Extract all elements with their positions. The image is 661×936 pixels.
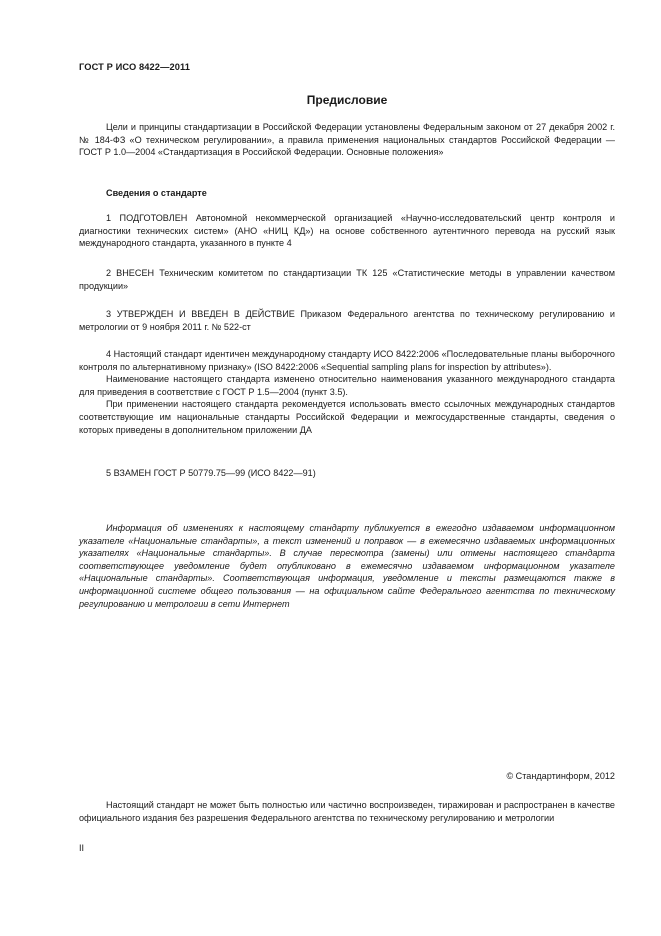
standard-info-section: [79, 187, 615, 200]
standard-info-heading: Сведения о стандарте: [106, 188, 207, 198]
item-note: При применении настоящего стандарта рекомендуется использовать вместо ссылочных международных стандартов соответствующие им национальные стандарты Российской Федерации и межгосударственные стандарты, сведения о которых приведены в дополнительном приложении ДА: [79, 399, 615, 435]
document-header-code: ГОСТ Р ИСО 8422—2011: [79, 62, 191, 72]
page-title: Предисловие: [306, 93, 388, 107]
intro-section: [79, 121, 615, 159]
copyright-line: © Стандартинформ, 2012: [506, 771, 615, 781]
reproduction-notice-section: [79, 799, 615, 824]
item-note: Наименование настоящего стандарта изменено относительно наименования указанного международного стандарта для приведения в соответствие с ГОСТ Р 1.5—2004 (пункт 3.5).: [79, 374, 615, 397]
page-number: II: [79, 843, 85, 853]
item-paragraph: 2 ВНЕСЕН Техническим комитетом по стандартизации ТК 125 «Статистические методы в управлении качеством продукции»: [79, 268, 615, 291]
item-4-section: [79, 348, 615, 436]
item-paragraph: 5 ВЗАМЕН ГОСТ Р 50779.75—99 (ИСО 8422—91): [106, 468, 316, 478]
item-paragraph: 4 Настоящий стандарт идентичен международному стандарту ИСО 8422:2006 «Последовательные планы выборочного контроля по альтернативному признаку» (ISO 8422:2006 «Sequential sampling plans for inspection by attributes»).: [79, 349, 615, 372]
item-2-section: [79, 267, 615, 292]
item-1-section: [79, 212, 615, 250]
intro-paragraph: Цели и принципы стандартизации в Российской Федерации установлены Федеральным законом от 27 декабря 2002 г. № 184-ФЗ «О техническом регулировании», а правила применения национальных стандартов Российской Федерации — ГОСТ Р 1.0—2004 «Стандартизация в Российской Федерации. Основные положения»: [79, 122, 615, 158]
item-3-section: [79, 308, 615, 333]
reproduction-notice-paragraph: Настоящий стандарт не может быть полностью или частично воспроизведен, тиражирован и распространен в качестве официального издания без разрешения Федерального агентства по техническому регулированию и метрологии: [79, 800, 615, 823]
info-notice-paragraph: Информация об изменениях к настоящему стандарту публикуется в ежегодно издаваемом информационном указателе «Национальные стандарты», а текст изменений и поправок — в ежемесячно издаваемых информационных указателях «Национальные стандарты». В случае пересмотра (замены) или отмены настоящего стандарта соответствующее уведомление будет опубликовано в ежемесячно издаваемом информационном указателе «Национальные стандарты». Соответствующая информация, уведомление и тексты размещаются также в информационной системе общего пользования — на официальном сайте Федерального агентства по техническому регулированию и метрологии в сети Интернет: [79, 523, 615, 609]
item-paragraph: 1 ПОДГОТОВЛЕН Автономной некоммерческой организацией «Научно-исследовательский центр контроля и диагностики технических систем» (АНО «НИЦ КД») на основе собственного аутентичного перевода на русский язык международного стандарта, указанного в пункте 4: [79, 213, 615, 249]
item-5-section: [79, 467, 615, 480]
item-paragraph: 3 УТВЕРЖДЕН И ВВЕДЕН В ДЕЙСТВИЕ Приказом Федерального агентства по техническому регулированию и метрологии от 9 ноября 2011 г. № 522-ст: [79, 309, 615, 332]
info-notice-section: [79, 522, 615, 610]
